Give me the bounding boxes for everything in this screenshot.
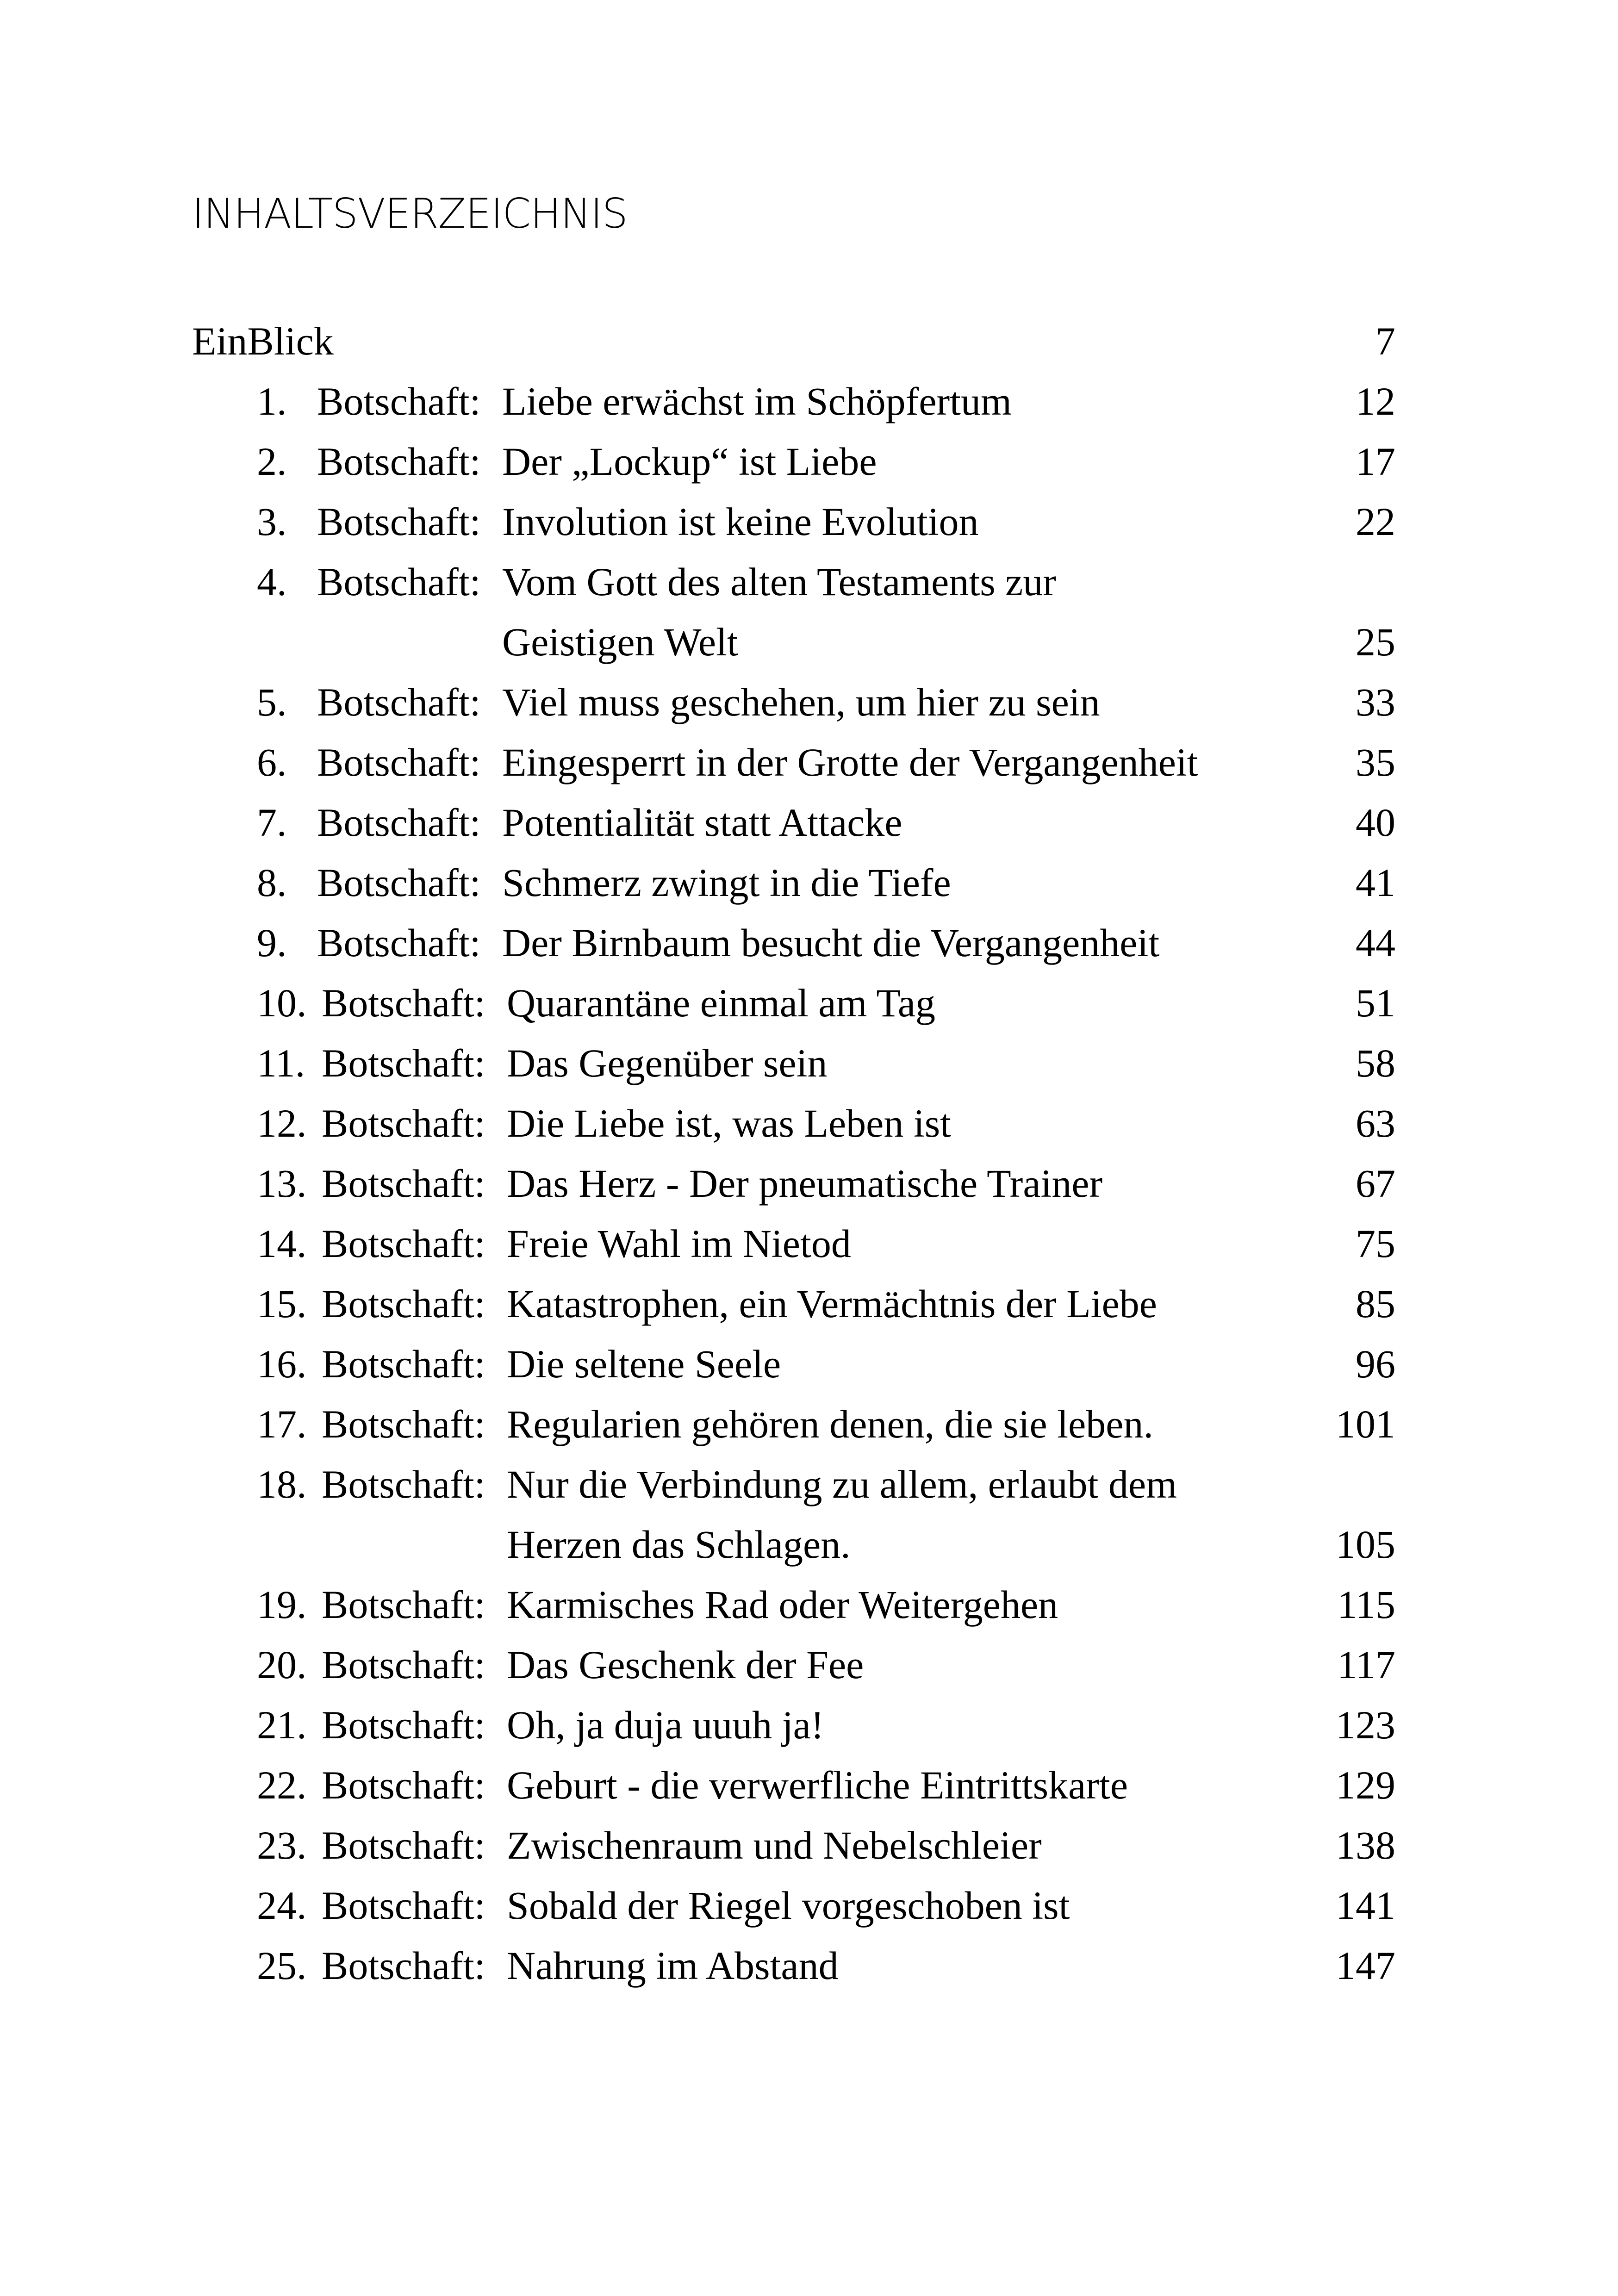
toc-entry-title: Die Liebe ist, was Leben ist xyxy=(507,1101,952,1145)
toc-entry-title: Regularien gehören denen, die sie leben. xyxy=(507,1402,1153,1446)
toc-entry-label: Botschaft: xyxy=(317,860,481,905)
toc-entry-label: Botschaft: xyxy=(322,1402,485,1446)
toc-entry-page: 115 xyxy=(1337,1582,1395,1627)
toc-entry-title: Die seltene Seele xyxy=(507,1342,781,1386)
toc-entry-title: Schmerz zwingt in die Tiefe xyxy=(502,860,951,905)
toc-entry-page: 33 xyxy=(1356,680,1395,724)
toc-entry-page: 22 xyxy=(1356,499,1395,544)
toc-entry-title: Katastrophen, ein Vermächtnis der Liebe xyxy=(507,1282,1157,1326)
toc-entry-number: 18. xyxy=(257,1462,307,1506)
toc-entry-title: Der Birnbaum besucht die Vergangenheit xyxy=(502,921,1160,965)
toc-entry-title: Das Gegenüber sein xyxy=(507,1041,828,1085)
toc-entry-label: Botschaft: xyxy=(317,379,481,423)
toc-entry-page: 117 xyxy=(1337,1643,1395,1687)
toc-entry-label: Botschaft: xyxy=(322,1643,485,1687)
toc-entry-number: 22. xyxy=(257,1763,307,1807)
toc-entry-number: 21. xyxy=(257,1703,307,1747)
toc-entry-title: Viel muss geschehen, um hier zu sein xyxy=(502,680,1100,724)
toc-entry-title: Das Geschenk der Fee xyxy=(507,1643,864,1687)
toc-entry-label: Botschaft: xyxy=(322,1823,485,1867)
toc-entry-number: 10. xyxy=(257,981,307,1025)
toc-entry-title: Eingesperrt in der Grotte der Vergangenheit xyxy=(502,740,1198,784)
toc-entry-label: Botschaft: xyxy=(317,439,481,484)
toc-entry-page: 51 xyxy=(1356,981,1395,1025)
toc-entry-label: Botschaft: xyxy=(322,1342,485,1386)
toc-entry-title: Nahrung im Abstand xyxy=(507,1943,839,1988)
toc-entry-title: Involution ist keine Evolution xyxy=(502,499,979,544)
toc-entry-page: 105 xyxy=(1336,1522,1395,1567)
toc-entry-page: 7 xyxy=(1375,319,1395,363)
toc-entry-number: 8. xyxy=(257,860,287,905)
toc-entry-number: 20. xyxy=(257,1643,307,1687)
toc-entry-label: Botschaft: xyxy=(317,680,481,724)
toc-entry xyxy=(192,1875,1395,1935)
toc-entry xyxy=(192,1093,1395,1153)
toc-entry-number: 13. xyxy=(257,1161,307,1206)
toc-entry xyxy=(192,1935,1395,1996)
toc-entry xyxy=(192,1394,1395,1454)
toc-entry-title: Zwischenraum und Nebelschleier xyxy=(507,1823,1042,1867)
toc-entry-page: 63 xyxy=(1356,1101,1395,1145)
toc-entry-label: Botschaft: xyxy=(322,1943,485,1988)
toc-entry xyxy=(192,492,1395,552)
toc-entry xyxy=(192,1033,1395,1093)
toc-entry xyxy=(192,732,1395,792)
toc-entry-title-continued: Geistigen Welt xyxy=(502,620,738,664)
toc-entry-page: 67 xyxy=(1356,1161,1395,1206)
toc-entry-label: Botschaft: xyxy=(322,1161,485,1206)
toc-entry-page: 40 xyxy=(1356,800,1395,845)
toc-entry-number: 16. xyxy=(257,1342,307,1386)
toc-entry-page: 58 xyxy=(1356,1041,1395,1085)
toc-entry-number: 15. xyxy=(257,1282,307,1326)
toc-entry-page: 25 xyxy=(1356,620,1395,664)
toc-entry-title: Karmisches Rad oder Weitergehen xyxy=(507,1582,1058,1627)
toc-entry-number: 4. xyxy=(257,560,287,604)
toc-entry xyxy=(192,371,1395,431)
toc-entry-page: 41 xyxy=(1356,860,1395,905)
toc-entry-label: Botschaft: xyxy=(322,1221,485,1266)
toc-entry-number: 2. xyxy=(257,439,287,484)
toc-entry-number: 7. xyxy=(257,800,287,845)
toc-entry-label: Botschaft: xyxy=(317,921,481,965)
toc-entry-page: 123 xyxy=(1336,1703,1395,1747)
toc-entry-title: Potentialität statt Attacke xyxy=(502,800,902,845)
toc-entry-number: 11. xyxy=(257,1041,305,1085)
toc-entry-page: 147 xyxy=(1336,1943,1395,1988)
toc-entry-title: Der „Lockup“ ist Liebe xyxy=(502,439,877,484)
toc-entry xyxy=(192,1635,1395,1695)
toc-entry-title: Liebe erwächst im Schöpfertum xyxy=(502,379,1012,423)
toc-entry-page: 129 xyxy=(1336,1763,1395,1807)
toc-entry-label: Botschaft: xyxy=(322,1763,485,1807)
toc-entry-number: 24. xyxy=(257,1883,307,1928)
toc-entry-number: 19. xyxy=(257,1582,307,1627)
toc-entry-label: Botschaft: xyxy=(322,1101,485,1145)
toc-entry-label: Botschaft: xyxy=(322,1703,485,1747)
toc-entry-title: Freie Wahl im Nietod xyxy=(507,1221,851,1266)
toc-entry-continuation xyxy=(192,1514,1395,1574)
toc-entry-page: 44 xyxy=(1356,921,1395,965)
toc-entry-continuation xyxy=(192,612,1395,672)
toc-entry-number: 5. xyxy=(257,680,287,724)
toc-entry-title: Vom Gott des alten Testaments zur xyxy=(502,560,1056,604)
toc-entry-label: Botschaft: xyxy=(322,1883,485,1928)
toc-entry xyxy=(192,552,1395,612)
toc-entry-label: Botschaft: xyxy=(317,800,481,845)
toc-entry-page: 75 xyxy=(1356,1221,1395,1266)
toc-entry-title: Sobald der Riegel vorgeschoben ist xyxy=(507,1883,1070,1928)
toc-entry-label: Botschaft: xyxy=(322,981,485,1025)
toc-entry-title: EinBlick xyxy=(192,319,334,363)
toc-entry-page: 17 xyxy=(1356,439,1395,484)
toc-entry-title: Geburt - die verwerfliche Eintrittskarte xyxy=(507,1763,1128,1807)
toc-entry-number: 9. xyxy=(257,921,287,965)
toc-entry-page: 12 xyxy=(1356,379,1395,423)
toc-entry xyxy=(192,1815,1395,1875)
toc-entry-number: 12. xyxy=(257,1101,307,1145)
toc-entry xyxy=(192,1153,1395,1213)
toc-entry xyxy=(192,672,1395,732)
toc-entry-page: 35 xyxy=(1356,740,1395,784)
toc-entry-number: 25. xyxy=(257,1943,307,1988)
toc-entry-page: 85 xyxy=(1356,1282,1395,1326)
toc-entry-number: 3. xyxy=(257,499,287,544)
toc-entry-title: Oh, ja duja uuuh ja! xyxy=(507,1703,824,1747)
page-title: INHALTSVERZEICHNIS xyxy=(192,190,628,237)
toc-entry-title-continued: Herzen das Schlagen. xyxy=(507,1522,851,1567)
toc-entry xyxy=(192,792,1395,852)
toc-entry-page: 96 xyxy=(1356,1342,1395,1386)
toc-entry xyxy=(192,1213,1395,1274)
toc-entry-label: Botschaft: xyxy=(317,499,481,544)
toc-entry-label: Botschaft: xyxy=(322,1582,485,1627)
toc-entry-title: Das Herz - Der pneumatische Trainer xyxy=(507,1161,1103,1206)
toc-entry xyxy=(192,1574,1395,1635)
toc-entry-intro xyxy=(192,311,1395,371)
toc-entry xyxy=(192,1274,1395,1334)
toc-entry-page: 141 xyxy=(1336,1883,1395,1928)
toc-entry xyxy=(192,1695,1395,1755)
toc-entry xyxy=(192,852,1395,913)
toc-entry-title: Nur die Verbindung zu allem, erlaubt dem xyxy=(507,1462,1177,1506)
toc-entry-number: 17. xyxy=(257,1402,307,1446)
toc-entry-title: Quarantäne einmal am Tag xyxy=(507,981,936,1025)
toc-entry-number: 1. xyxy=(257,379,287,423)
toc-entry-label: Botschaft: xyxy=(322,1282,485,1326)
toc-entry xyxy=(192,1755,1395,1815)
toc-entry xyxy=(192,973,1395,1033)
toc-entry-number: 14. xyxy=(257,1221,307,1266)
toc-entry-number: 23. xyxy=(257,1823,307,1867)
toc-entry xyxy=(192,913,1395,973)
toc-entry-page: 138 xyxy=(1336,1823,1395,1867)
toc-entry-label: Botschaft: xyxy=(317,560,481,604)
toc-entry-page: 101 xyxy=(1336,1402,1395,1446)
toc-entry xyxy=(192,1454,1395,1514)
toc-entry-label: Botschaft: xyxy=(317,740,481,784)
toc-entry-label: Botschaft: xyxy=(322,1462,485,1506)
toc-entry xyxy=(192,1334,1395,1394)
toc-entry-label: Botschaft: xyxy=(322,1041,485,1085)
toc-entry-number: 6. xyxy=(257,740,287,784)
table-of-contents xyxy=(192,311,1395,1996)
toc-entry xyxy=(192,431,1395,492)
